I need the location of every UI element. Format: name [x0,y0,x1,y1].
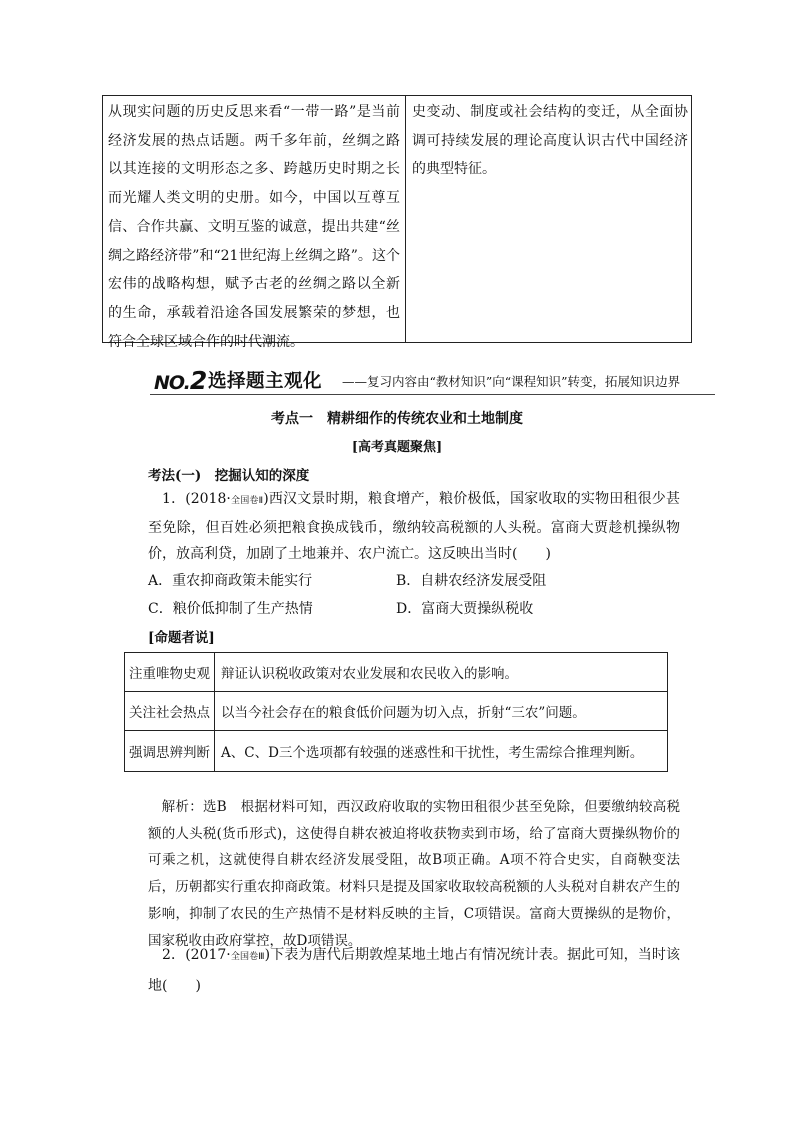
banner-title: 选择题主观化 [208,371,323,392]
table-row [125,653,668,692]
question-2-number: 2． [162,947,186,963]
mingti-value: 辩证认识税收政策对农业发展和农民收入的影响。 [215,653,668,692]
mingti-key: 强调思辨判断 [125,731,215,772]
question-1-stem: 西汉文景时期，粮食增产，粮价极低，国家收取的实物田租很少甚至免除，但百姓必须把粮食换成钱币，缴纳较高税额的人头税。富商大贾趁机操纵物价，放高利贷，加剧了土地兼并、农户流亡。这反映出当时( ) [148,491,680,562]
kaodian-heading: 考点一 精耕细作的传统农业和土地制度 [271,411,523,427]
table-divider [405,96,406,342]
banner-subtitle: ——复习内容由“教材知识”向“课程知识”转变，拓展知识边界 [342,374,681,389]
option-b[interactable]: B．自耕农经济发展受阻 [396,573,547,589]
mingti-value: 以当今社会存在的粮食低价问题为切入点，折射“三农”问题。 [215,692,668,731]
kaofa-heading: 考法(一) 挖掘认知的深度 [148,468,310,484]
analysis-paragraph: 解析：选B 根据材料可知，西汉政府收取的实物田租很少甚至免除，但要缴纳较高税额的人头税(货币形式)，这使得自耕农被迫将收获物卖到市场，给了富商大贾操纵物价的可乘之机，这就使得自耕农经济发展受阻，故B项正确。A项不符合史实，自商鞅变法后，历朝都实行重农抑商政策。材料只是提及国家收取较高税额的人头税对自耕农产生的影响，抑制了农民的生产热情不是材料反映的主旨，C项错误。富商大贾操纵的是物价，国家税收由政府掌控，故D项错误。 [148,799,680,949]
mingti-value: A、C、D三个选项都有较强的迷惑性和干扰性，考生需综合推理判断。 [215,731,668,772]
question-2 [148,941,680,1001]
top-table [102,95,692,350]
option-d[interactable]: D．富商大贾操纵税收 [396,601,534,617]
question-1-number: 1． [162,491,186,507]
mingti-key: 关注社会热点 [125,692,215,731]
option-c[interactable]: C．粮价低抑制了生产热情 [148,601,313,617]
banner-number: NO.2 [154,366,207,395]
banner-rule [150,394,715,395]
table-row [125,731,668,772]
question-1-source: (2018·全国卷Ⅱ) [185,491,269,507]
section-banner [150,366,720,394]
question-2-stem: 下表为唐代后期敦煌某地土地占有情况统计表。据此可知，当时该地( ) [148,947,680,994]
mingti-table [124,652,668,772]
mingti-heading: [命题者说] [148,630,215,646]
gaokao-heading: [高考真题聚焦] [351,440,443,455]
top-table-left-cell: 从现实问题的历史反思来看“一带一路”是当前经济发展的热点话题。两千多年前，丝绸之路以其连接的文明形态之多、跨越历史时期之长而光耀人类文明的史册。如今，中国以互尊互信、合作共赢、文明互鉴的诚意，提出共建“丝绸之路经济带”和“21世纪海上丝绸之路”。这个宏伟的战略构想，赋予古老的丝绸之路以全新的生命，承载着沿途各国发展繁荣的梦想，也符合全球区域合作的时代潮流。 [108,104,400,350]
question-1 [148,486,680,568]
table-row [125,692,668,731]
top-table-right-cell: 史变动、制度或社会结构的变迁，从全面协调可持续发展的理论高度认识古代中国经济的典型特征。 [412,104,688,178]
mingti-key: 注重唯物史观 [125,653,215,692]
option-a[interactable]: A．重农抑商政策未能实行 [148,573,313,589]
question-2-source: (2017·全国卷Ⅲ) [185,947,271,963]
